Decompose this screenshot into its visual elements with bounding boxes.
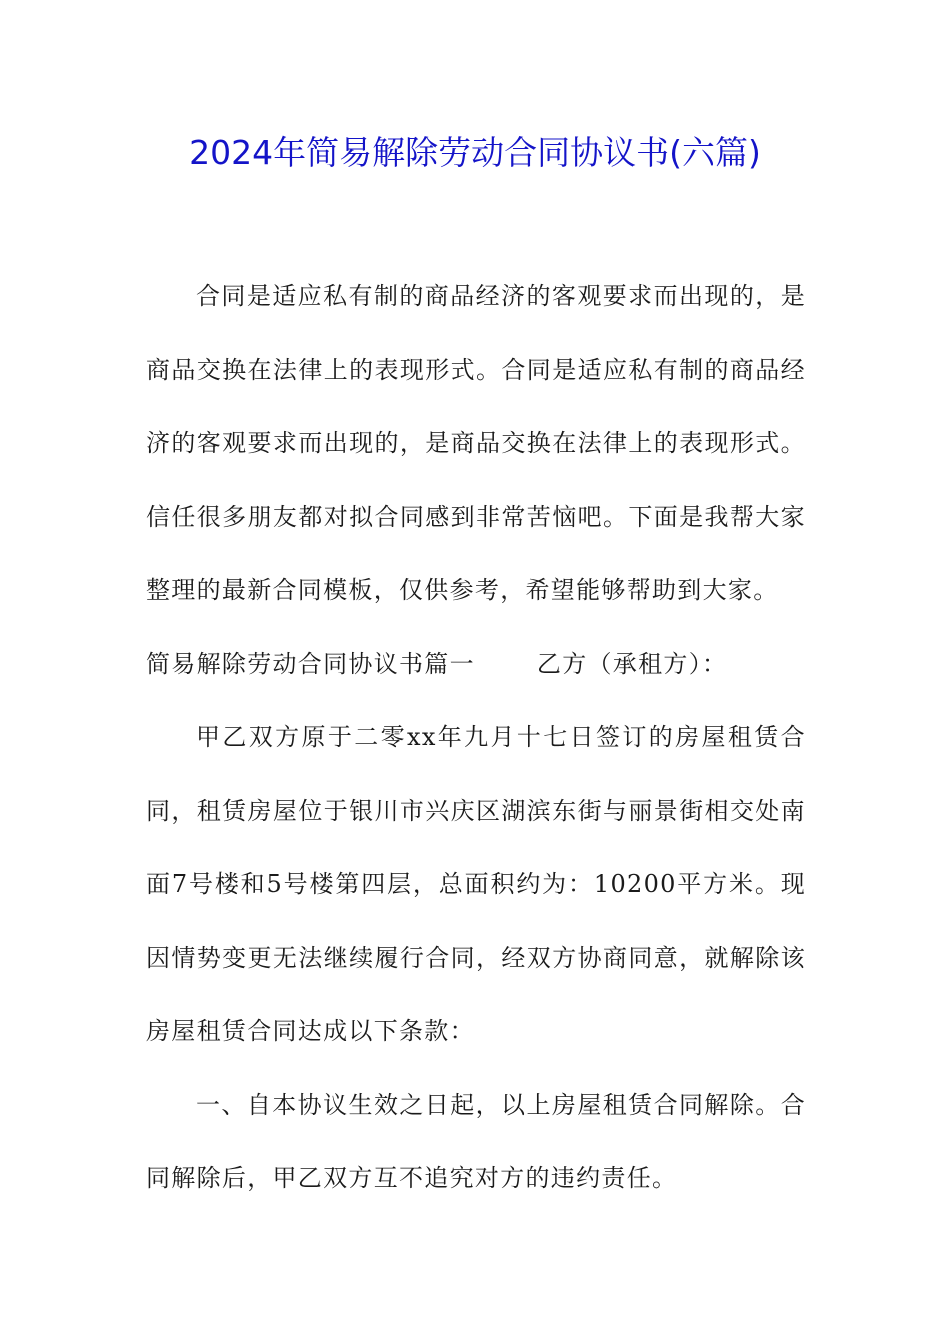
section-heading: 简易解除劳动合同协议书篇一	[146, 649, 475, 678]
contract-paragraph-1: 甲乙双方原于二零xx年九月十七日签订的房屋租赁合同，租赁房屋位于银川市兴庆区湖滨东街与丽景街相交处南面7号楼和5号楼第四层，总面积约为：10200平方米。现因情势变更无法继续履行合同，经双方协商同意，就解除该房屋租赁合同达成以下条款：	[146, 723, 806, 1045]
section-heading-line	[146, 628, 806, 702]
contract-paragraph-2: 一、自本协议生效之日起，以上房屋租赁合同解除。合同解除后，甲乙双方互不追究对方的违约责任。	[146, 1090, 806, 1192]
party-b-label: 乙方（承租方）：	[536, 649, 728, 678]
intro-paragraph: 合同是适应私有制的商品经济的客观要求而出现的，是商品交换在法律上的表现形式。合同是适应私有制的商品经济的客观要求而出现的，是商品交换在法律上的表现形式。信任很多朋友都对拟合同感到非常苦恼吧。下面是我帮大家整理的最新合同模板，仅供参考，希望能够帮助到大家。	[146, 282, 806, 604]
document-title: 2024年简易解除劳动合同协议书(六篇)	[189, 133, 761, 172]
document-body	[146, 260, 806, 1216]
